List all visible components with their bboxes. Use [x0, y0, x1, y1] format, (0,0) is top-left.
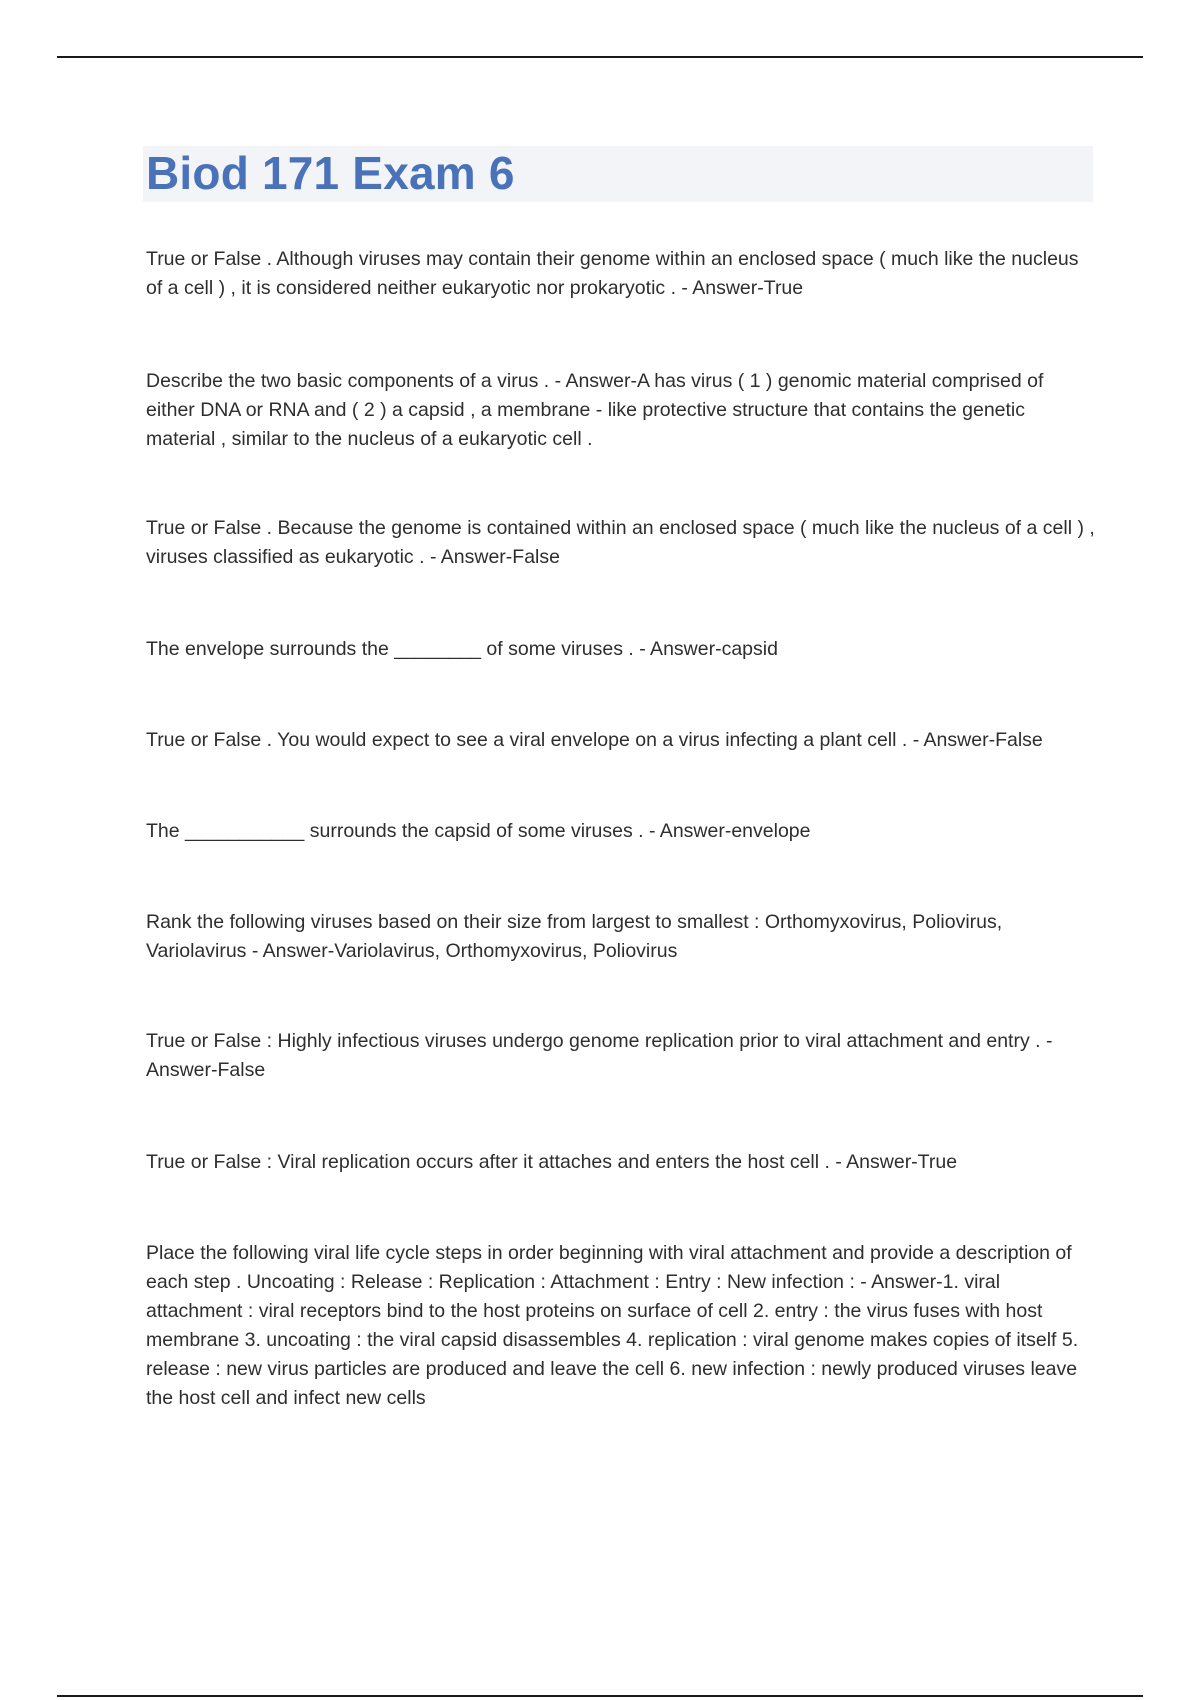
qa-item: The ___________ surrounds the capsid of some viruses . - Answer-envelope	[146, 820, 811, 842]
document-title: Biod 171 Exam 6	[146, 147, 515, 199]
qa-item: Rank the following viruses based on their size from largest to smallest : Orthomyxovirus, Poliovirus, Variolavirus - Answer-Variolavirus, Orthomyxovirus, Poliovirus	[146, 911, 1003, 962]
qa-item: The envelope surrounds the ________ of some viruses . - Answer-capsid	[146, 638, 778, 660]
qa-item: True or False : Viral replication occurs after it attaches and enters the host cell . - Answer-True	[146, 1151, 958, 1173]
bottom-rule	[57, 1695, 1143, 1697]
qa-item: Place the following viral life cycle steps in order beginning with viral attachment and provide a description of each step . Uncoating : Release : Replication : Attachment : Entry : New infection : - Answer-1. viral attachment : viral receptors bind to the host proteins on surface of cell 2. entry : the virus fuses with host membrane 3. uncoating : the viral capsid disassembles 4. replication : viral genome makes copies of itself 5. release : new virus particles are produced and leave the cell 6. new infection : newly produced viruses leave the host cell and infect new cells	[146, 1242, 1079, 1409]
qa-item: True or False . You would expect to see a viral envelope on a virus infecting a plant cell . - Answer-False	[146, 729, 1043, 751]
qa-item: True or False . Because the genome is contained within an enclosed space ( much like the nucleus of a cell ) , viruses classified as eukaryotic . - Answer-False	[146, 517, 1095, 568]
top-rule	[57, 56, 1143, 58]
qa-item: True or False . Although viruses may contain their genome within an enclosed space ( much like the nucleus of a cell ) , it is considered neither eukaryotic nor prokaryotic . - Answer-True	[146, 248, 1079, 299]
qa-item: True or False : Highly infectious viruses undergo genome replication prior to viral attachment and entry . - Answer-False	[146, 1030, 1053, 1081]
qa-item: Describe the two basic components of a virus . - Answer-A has virus ( 1 ) genomic material comprised of either DNA or RNA and ( 2 ) a capsid , a membrane - like protective structure that contains the genetic material , similar to the nucleus of a eukaryotic cell .	[146, 370, 1044, 450]
